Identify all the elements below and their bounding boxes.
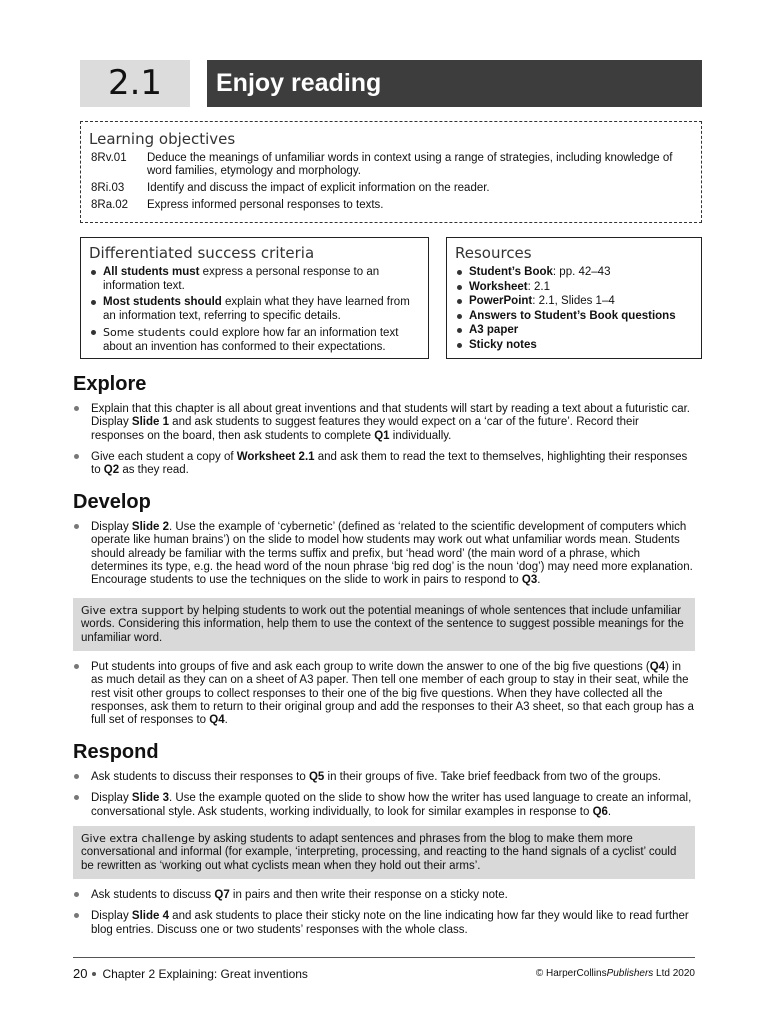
resources-list — [455, 266, 693, 352]
list-item — [73, 451, 695, 478]
copyright — [536, 968, 695, 979]
resource-name: PowerPoint — [469, 295, 533, 307]
text-run: as they read. — [119, 464, 189, 477]
text-run: individually. — [389, 429, 452, 442]
text-run: ) in as much detail as they can on a sheet of A3 paper. Then tell one member of each group to stay in their seat, while the rest visit other groups to collect responses to their one of the big five questions. When they have collected all the responses, ask them to return to their original group and add the responses to their A3 sheet, so that each group has a full set of responses to — [91, 661, 694, 727]
text-run: Explain that this chapter is all about great inventions and that students will start by reading a text about a futuristic car. Display — [91, 403, 690, 429]
develop-list-2 — [73, 661, 695, 735]
objective-text: Identify and discuss the impact of explicit information on the reader. — [147, 182, 490, 194]
criteria-lead: Some students could — [103, 326, 219, 339]
resource-detail: : pp. 42–43 — [552, 266, 611, 278]
copyright-text: Ltd 2020 — [653, 968, 695, 979]
callout-lead: Give extra challenge — [81, 832, 195, 845]
copyright-text: © HarperCollins — [535, 968, 607, 979]
resource-name: Worksheet — [469, 280, 528, 293]
keyword: Slide 3 — [131, 792, 169, 805]
resource-name: Student’s Book — [469, 266, 553, 278]
keyword: Q3 — [521, 574, 538, 587]
callout-text: by helping students to work out the potential meanings of whole sentences that include unfamiliar words. Considering this information, help them to use the context of the sentence to suggest possible meanings for the unfamiliar word. — [81, 605, 684, 644]
criteria-text: explain what they have learned from an information text, referring to specific details. — [103, 296, 410, 322]
resource-detail: : 2.1, Slides 1–4 — [532, 295, 615, 307]
separator-dot — [92, 972, 96, 976]
keyword: Slide 4 — [131, 910, 169, 923]
keyword: Q7 — [214, 889, 230, 901]
criteria-list — [89, 266, 420, 354]
list-item — [73, 792, 695, 819]
criteria-heading: Differentiated success criteria — [89, 244, 315, 262]
learning-objectives-box — [80, 121, 702, 223]
text-run: . Use the example of ‘cybernetic’ (defined as ‘related to the scientific development of computers which operate like human brains’) on the slide to model how students may work out what unfamiliar words mean. Students should already be familiar with the terms suffix and prefix, but ‘head word’ (the main word of a phrase, which determines its type, e.g. the head word of the noun phrase ‘big red dog’ is the noun ‘dog’) may need more explanation. Encourage students to use the techniques on the slide to work in pairs to respond to — [91, 521, 693, 587]
resource-item — [455, 266, 693, 280]
keyword: Q4 — [649, 661, 666, 673]
copyright-text: Publishers — [606, 968, 654, 979]
text-run: Ask students to discuss their responses to — [91, 771, 309, 783]
text-run: and ask them to read the text to themselves, highlighting their responses to — [91, 450, 688, 477]
list-item — [73, 661, 695, 727]
keyword: Q2 — [103, 464, 120, 477]
extra-challenge-callout — [73, 826, 695, 879]
explore-heading: Explore — [73, 373, 147, 395]
footer-chapter-info — [73, 966, 308, 981]
respond-list-2 — [73, 889, 695, 945]
page-number: 20 — [73, 966, 88, 981]
list-item — [73, 771, 695, 784]
text-run: in their groups of five. Take brief feedback from two of the groups. — [324, 771, 661, 783]
text-run: and ask students to place their sticky note on the line indicating how far they would like to read further blog entries. Discuss one or two students’ responses with the whole class. — [91, 910, 689, 936]
resource-item — [455, 295, 693, 309]
objective-row — [89, 182, 693, 195]
page-title: Enjoy reading — [207, 60, 702, 107]
callout-lead: Give extra support — [81, 604, 184, 617]
chapter-title: Chapter 2 Explaining: Great inventions — [102, 967, 308, 981]
text-run: . — [607, 805, 612, 818]
unit-number: 2.1 — [80, 60, 190, 107]
criteria-item — [89, 296, 420, 323]
keyword: Slide 2 — [131, 521, 169, 533]
keyword: Q1 — [374, 429, 390, 442]
list-item — [73, 889, 695, 902]
text-run: Ask students to discuss — [91, 889, 215, 901]
objective-code: 8Ra.02 — [91, 199, 129, 211]
keyword: Q4 — [209, 714, 225, 727]
callout-text: by asking students to adapt sentences and phrases from the blog to make them more conversational and informal (for example, ‘interpreting, processing, and reacting to the hand signals of a cyclist’ could be rewritten as ‘working out what cyclists mean when they hold out their arms’. — [81, 833, 677, 872]
resource-detail: : 2.1 — [527, 280, 550, 293]
criteria-lead: All students must — [103, 266, 200, 278]
text-run: . — [224, 714, 228, 727]
list-item — [73, 521, 695, 587]
objective-text: Deduce the meanings of unfamiliar words in context using a range of strategies, including knowledge of word families, etymology and morphology. — [147, 152, 673, 177]
develop-heading: Develop — [73, 491, 151, 513]
objective-row — [89, 199, 693, 212]
objective-text: Express informed personal responses to texts. — [147, 199, 384, 211]
resource-item — [455, 324, 693, 338]
resource-name: A3 paper — [469, 324, 519, 336]
footer-divider — [73, 957, 695, 958]
objective-code: 8Rv.01 — [91, 152, 127, 164]
text-run: . Use the example quoted on the slide to show how the writer has used language to create an informal, conversational style. Ask students, working individually, to look for similar examples in response to — [91, 792, 692, 818]
criteria-text: explore how far an information text about an invention has conformed to their expectations. — [103, 327, 399, 353]
criteria-lead: Most students should — [103, 296, 222, 308]
text-run: Give each student a copy of — [91, 450, 237, 463]
criteria-item — [89, 266, 420, 293]
resources-heading: Resources — [455, 244, 532, 262]
list-item — [73, 910, 695, 937]
criteria-item — [89, 326, 420, 354]
objective-code: 8Ri.03 — [91, 182, 125, 194]
resources-box — [446, 237, 702, 359]
develop-list — [73, 521, 695, 595]
resource-item — [455, 281, 693, 295]
keyword: Worksheet 2.1 — [236, 450, 315, 463]
success-criteria-box — [80, 237, 429, 359]
keyword: Q5 — [308, 771, 325, 783]
resource-item — [455, 339, 693, 353]
keyword: Slide 1 — [131, 416, 169, 429]
keyword: Q6 — [592, 805, 608, 818]
text-run: Display — [91, 521, 132, 533]
respond-list — [73, 771, 695, 827]
text-run: Display — [91, 792, 132, 805]
text-run: in pairs and then write their response on a sticky note. — [229, 889, 508, 901]
explore-list — [73, 403, 695, 485]
objective-row — [89, 152, 693, 178]
text-run: and ask students to suggest features they would expect on a ‘car of the future’. Record their responses on the board, then ask students to complete — [91, 416, 639, 442]
resource-item — [455, 310, 693, 324]
extra-support-callout — [73, 598, 695, 651]
text-run: . — [537, 574, 541, 587]
list-item — [73, 403, 695, 443]
objectives-heading: Learning objectives — [89, 130, 236, 148]
criteria-text: express a personal response to an information text. — [103, 266, 380, 292]
resource-name: Answers to Student’s Book questions — [469, 309, 676, 322]
resource-name: Sticky notes — [469, 338, 537, 351]
text-run: Put students into groups of five and ask each group to write down the answer to one of the big five questions ( — [91, 661, 650, 673]
text-run: Display — [91, 910, 132, 923]
respond-heading: Respond — [73, 741, 159, 763]
